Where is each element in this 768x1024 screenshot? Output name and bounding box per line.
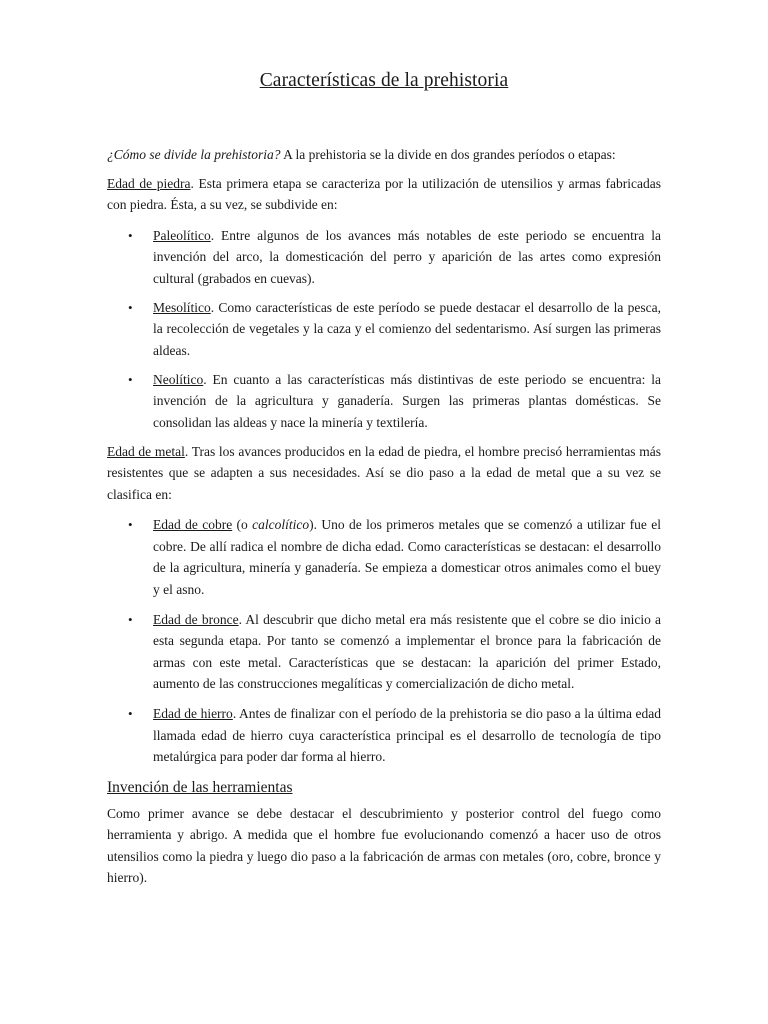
- list-item-mesolitico: [107, 297, 661, 362]
- text-paleolitico: . Entre algunos de los avances más notables de este periodo se encuentra la invención del arco, la domesticación del perro y aparición de las artes como expresión cultural (grabados en cuevas).: [153, 227, 661, 286]
- text-cobre: ). Uno de los primeros metales que se comenzó a utilizar fue el cobre. De allí radica el nombre de dicha edad. Como características se destacan: el desarrollo de la agricultura, minería y ganadería. Se empieza a domesticar otros animales como el buey y el asno.: [153, 517, 661, 597]
- list-item-bronce: [107, 609, 661, 695]
- page-title: Características de la prehistoria: [259, 70, 509, 91]
- text-neolitico: . En cuanto a las características más distintivas de este periodo se encuentra: la invención de la agricultura y ganadería. Surgen las primeras plantas domésticas. Se consolidan las aldeas y nace la minería y textilería.: [153, 371, 661, 430]
- term-hierro: Edad de hierro: [153, 706, 233, 721]
- tools-heading: Invención de las herramientas: [107, 778, 293, 796]
- intro-question: ¿Cómo se divide la prehistoria?: [107, 147, 281, 162]
- bullet-icon: •: [128, 517, 133, 532]
- bullet-icon: •: [128, 706, 133, 721]
- text-bronce: . Al descubrir que dicho metal era más resistente que el cobre se dio inicio a esta segunda etapa. Por tanto se comenzó a implementar el bronce para la fabricación de armas con este metal. Características que se destacan: la aparición del primer Estado, aumento de las construcciones megalíticas y comercialización de dicho metal.: [153, 611, 662, 691]
- bullet-icon: •: [128, 227, 133, 243]
- term-neolitico: Neolítico: [153, 371, 204, 387]
- intro-text: A la prehistoria se la divide en dos grandes períodos o etapas:: [280, 147, 616, 162]
- list-item-cobre: [107, 514, 661, 600]
- list-item-neolitico: [107, 369, 661, 434]
- alt-calcolitico: calcolítico: [252, 517, 310, 532]
- intro-paragraph: [107, 144, 661, 166]
- term-mesolitico: Mesolítico: [153, 299, 211, 315]
- tools-paragraph: Como primer avance se debe destacar el descubrimiento y posterior control del fuego como herramienta y abrigo. A medida que el hombre fue evolucionando comenzó a hacer uso de otros utensilios como la piedra y luego dio paso a la fabricación de armas con metales (oro, cobre, bronce y hierro).: [107, 805, 661, 885]
- list-item-paleolitico: [107, 225, 661, 290]
- text-hierro: . Antes de finalizar con el período de la prehistoria se dio paso a la última edad llamada edad de hierro cuya característica principal es el desarrollo de tecnología de tipo metalúrgica para poder dar forma al hierro.: [153, 706, 662, 764]
- metal-age-list: [107, 514, 661, 768]
- stone-age-paragraph: [107, 173, 661, 216]
- bullet-icon: •: [128, 299, 133, 315]
- stone-age-list: [107, 225, 661, 434]
- metal-age-paragraph: [107, 441, 661, 506]
- document-body: [107, 144, 661, 889]
- term-paleolitico: Paleolítico: [153, 227, 211, 243]
- metal-age-heading: Edad de metal: [107, 443, 185, 459]
- bullet-icon: •: [128, 611, 133, 627]
- list-item-hierro: [107, 703, 661, 768]
- term-bronce: Edad de bronce: [153, 611, 239, 627]
- stone-age-heading: Edad de piedra: [107, 175, 191, 191]
- term-cobre: Edad de cobre: [153, 517, 233, 532]
- text-mesolitico: . Como características de este período se puede destacar el desarrollo de la pesca, la recolección de vegetales y la caza y el comienzo del sedentarismo. Así surgen las primeras aldeas.: [153, 299, 661, 358]
- paren-cobre: (o: [232, 517, 253, 532]
- stone-age-text: . Esta primera etapa se caracteriza por la utilización de utensilios y armas fabricadas con piedra. Ésta, a su vez, se subdivide en:: [107, 175, 661, 212]
- bullet-icon: •: [128, 371, 133, 387]
- metal-age-text: . Tras los avances producidos en la edad de piedra, el hombre precisó herramientas más resistentes que se adapten a sus necesidades. Así se dio paso a la edad de metal que a su vez se clasifica en:: [107, 443, 662, 502]
